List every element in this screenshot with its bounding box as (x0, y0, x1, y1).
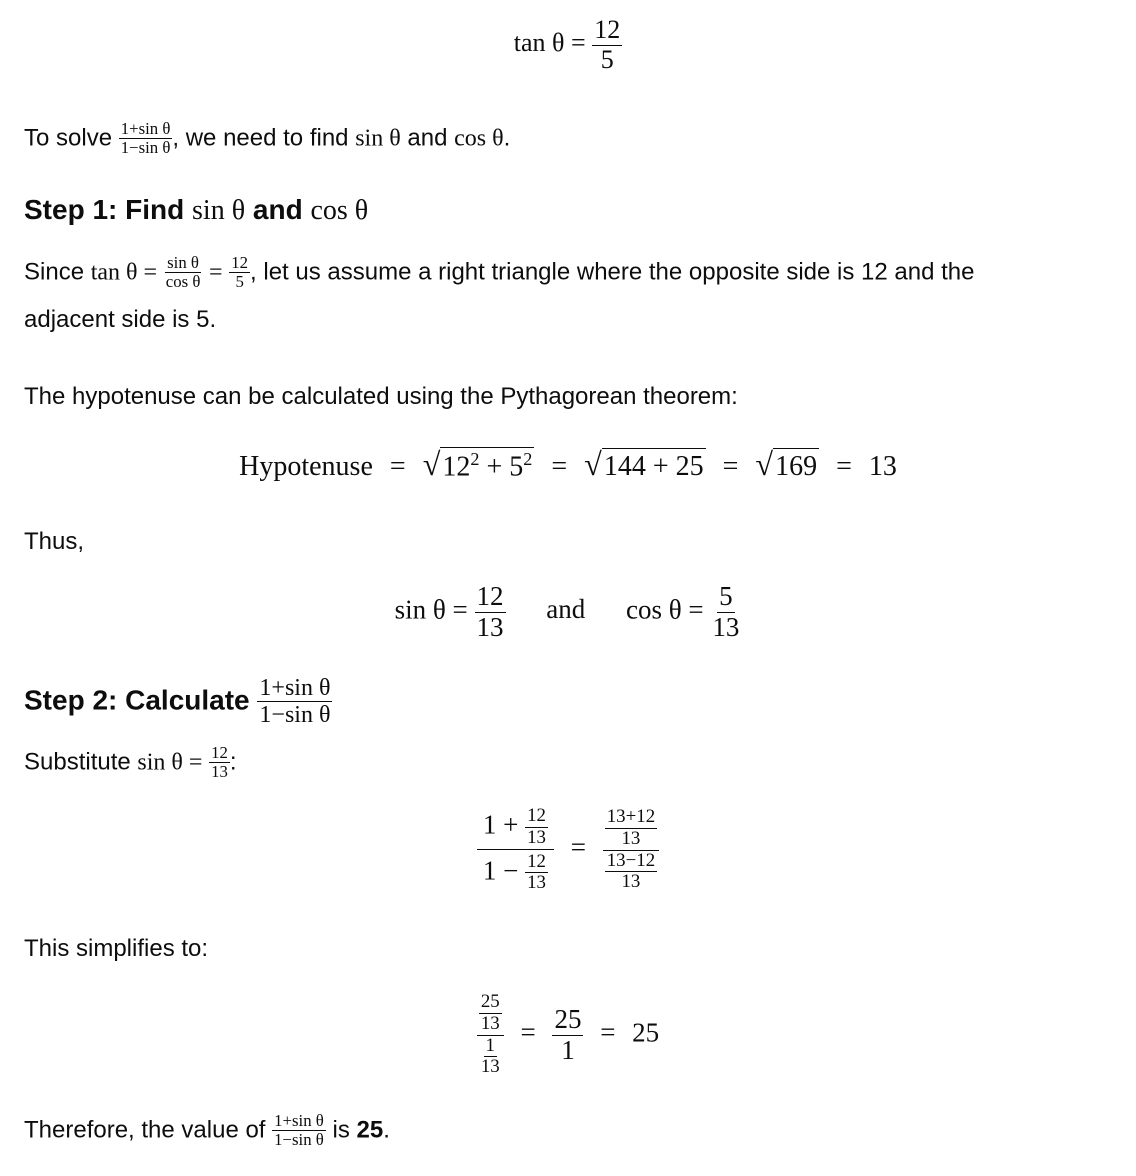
intro-middle: , we need to find (172, 124, 349, 152)
fraction-numerator: 12 (594, 15, 621, 44)
step1-paragraph-line2: adjacent side is 5. (24, 306, 217, 333)
simplified-equation: $\frac{\frac{25}{13}}{\frac{1}{13}}$ = $\frac{25}{1}$ = 25 (0, 992, 1136, 1078)
hypotenuse-intro: The hypotenuse can be calculated using the Pythagorean theorem: (24, 383, 738, 410)
hypotenuse-result: 13 (868, 451, 897, 482)
and-word: and (546, 594, 586, 625)
twentyfive-thirteenths (479, 992, 502, 1035)
sqrt-sum: 144 + 25 (602, 448, 706, 484)
tan-expr: tan θ = (90, 259, 158, 286)
fraction-denominator: 13 (480, 1012, 500, 1034)
fraction-numerator: 12 (211, 743, 228, 762)
thus-text: Thus, (24, 528, 85, 555)
fraction-denominator: 13 (621, 827, 641, 849)
conclusion (24, 1112, 390, 1150)
fraction-numerator: 12 (527, 850, 546, 872)
step1-paragraph-line1 (24, 254, 974, 292)
step2-heading-fraction (257, 675, 332, 729)
fraction-numerator: 1 (485, 1034, 495, 1056)
fraction-denominator: 13 (211, 762, 228, 782)
cos-lhs: cos θ = (626, 594, 704, 625)
intro-cos: cos θ (454, 125, 504, 152)
step1-rest-text: , let us assume a right triangle where the opposite side is 12 and the (250, 258, 975, 286)
fraction-denominator: 13 (480, 1056, 500, 1078)
conclusion-end: . (383, 1116, 390, 1144)
rhs-denominator (603, 851, 659, 894)
fraction-denominator: 13 (712, 611, 740, 642)
nested-fraction (477, 992, 504, 1078)
step1-heading-sin: sin θ (192, 195, 246, 226)
conclusion-prefix: Therefore, the value of (24, 1116, 266, 1144)
equation-tan (0, 16, 1136, 74)
conclusion-fraction (272, 1112, 326, 1150)
hyp-a: 12 (442, 451, 471, 482)
rhs-numerator-fraction (605, 807, 657, 850)
fraction-denominator: 5 (600, 44, 614, 74)
hypotenuse-label: Hypotenuse (239, 451, 373, 482)
since-text: Since (24, 258, 85, 286)
nested-numerator (477, 992, 504, 1036)
fraction-denominator: 13 (527, 826, 546, 848)
intro-fraction (119, 120, 173, 158)
minus-sign: − (503, 855, 519, 886)
fraction-denominator: cos θ (165, 272, 201, 292)
fraction-numerator: 13−12 (606, 849, 656, 871)
step1-heading-and: and (252, 194, 303, 225)
cos-value-fraction (710, 582, 741, 642)
substitute-line (24, 744, 237, 782)
conclusion-value: 25 (356, 1116, 384, 1144)
fraction-numerator: sin θ (167, 253, 199, 272)
step2-heading (24, 675, 332, 729)
step1-heading-cos: cos θ (310, 195, 369, 226)
substitute-prefix: Substitute (24, 748, 131, 776)
fraction-numerator: 25 (554, 1003, 582, 1034)
rhs-compound-fraction (603, 807, 659, 893)
hypotenuse-equation: Hypotenuse = $√12^2 + 5^2 = √144 + 25 = √169 = 13$ (239, 446, 897, 482)
fraction-numerator: 1+sin θ (120, 119, 171, 138)
nested-denominator (477, 1036, 504, 1079)
compound-fraction (477, 806, 554, 894)
fraction-12-5 (592, 16, 622, 74)
fraction-numerator: 13+12 (606, 806, 656, 827)
fraction-denominator: 1−sin θ (274, 1130, 324, 1150)
twelve-fifths-fraction (229, 254, 250, 292)
simplifies-text: This simplifies to: (24, 935, 209, 962)
inner-fraction (525, 852, 548, 895)
fraction-denominator: 5 (235, 272, 244, 292)
step1-heading-prefix: Step 1: Find (24, 194, 185, 225)
tan-lhs: tan θ = (513, 28, 586, 58)
twentyfive-over-one (552, 1005, 583, 1065)
equals-sign: = (209, 259, 223, 286)
fraction-numerator: 5 (719, 581, 733, 611)
fraction-denominator: 13 (621, 871, 641, 893)
fraction-numerator: 12 (527, 805, 546, 826)
fraction-denominator: 1 (561, 1034, 575, 1065)
rhs-denominator-fraction (605, 851, 657, 894)
rhs-numerator (603, 807, 659, 851)
compound-denominator (477, 850, 554, 895)
fraction-denominator: 13 (476, 611, 504, 642)
substitute-sin: sin θ = (137, 749, 203, 776)
conclusion-is: is (332, 1116, 350, 1144)
intro-paragraph (24, 120, 510, 158)
intro-and: and (407, 124, 448, 152)
intro-end: . (503, 124, 511, 152)
sin-value-fraction (475, 582, 506, 642)
inner-fraction (525, 806, 548, 849)
plus-sign: + (503, 809, 519, 840)
sin-over-cos-fraction (164, 254, 203, 292)
simplified-result: 25 (632, 1017, 660, 1048)
substitute-fraction (209, 744, 230, 782)
fraction-numerator: 25 (480, 991, 500, 1012)
one: 1 (482, 809, 497, 840)
colon: : (229, 748, 237, 776)
fraction-denominator: 1−sin θ (259, 702, 331, 729)
fraction-denominator: 13 (527, 872, 546, 894)
one: 1 (482, 855, 497, 886)
sin-cos-values (0, 582, 1136, 642)
sqrt-169: 169 (773, 448, 819, 484)
intro-sin: sin θ (355, 125, 401, 152)
compound-numerator (477, 806, 554, 850)
step1-heading (24, 194, 368, 227)
fraction-numerator: 12 (476, 581, 504, 611)
sqrt-squares: $12^2 + 5^2$ (442, 448, 533, 482)
step2-heading-prefix: Step 2: Calculate (24, 684, 250, 716)
one-thirteenth (479, 1036, 502, 1079)
fraction-numerator: 1+sin θ (274, 1111, 324, 1130)
compound-fraction-equation: 1 + $\frac{12}{13}$ 1 − $\frac{12}{13}$ = $\frac{\frac{13+12}{13}}{\frac{13-12}{13}}$ (0, 806, 1136, 894)
fraction-numerator: 1+sin θ (259, 675, 331, 701)
hyp-b: 5 (509, 451, 524, 482)
fraction-numerator: 12 (231, 253, 249, 272)
intro-prefix: To solve (24, 124, 113, 152)
fraction-denominator: 1−sin θ (120, 138, 171, 158)
sin-lhs: sin θ = (394, 594, 468, 625)
